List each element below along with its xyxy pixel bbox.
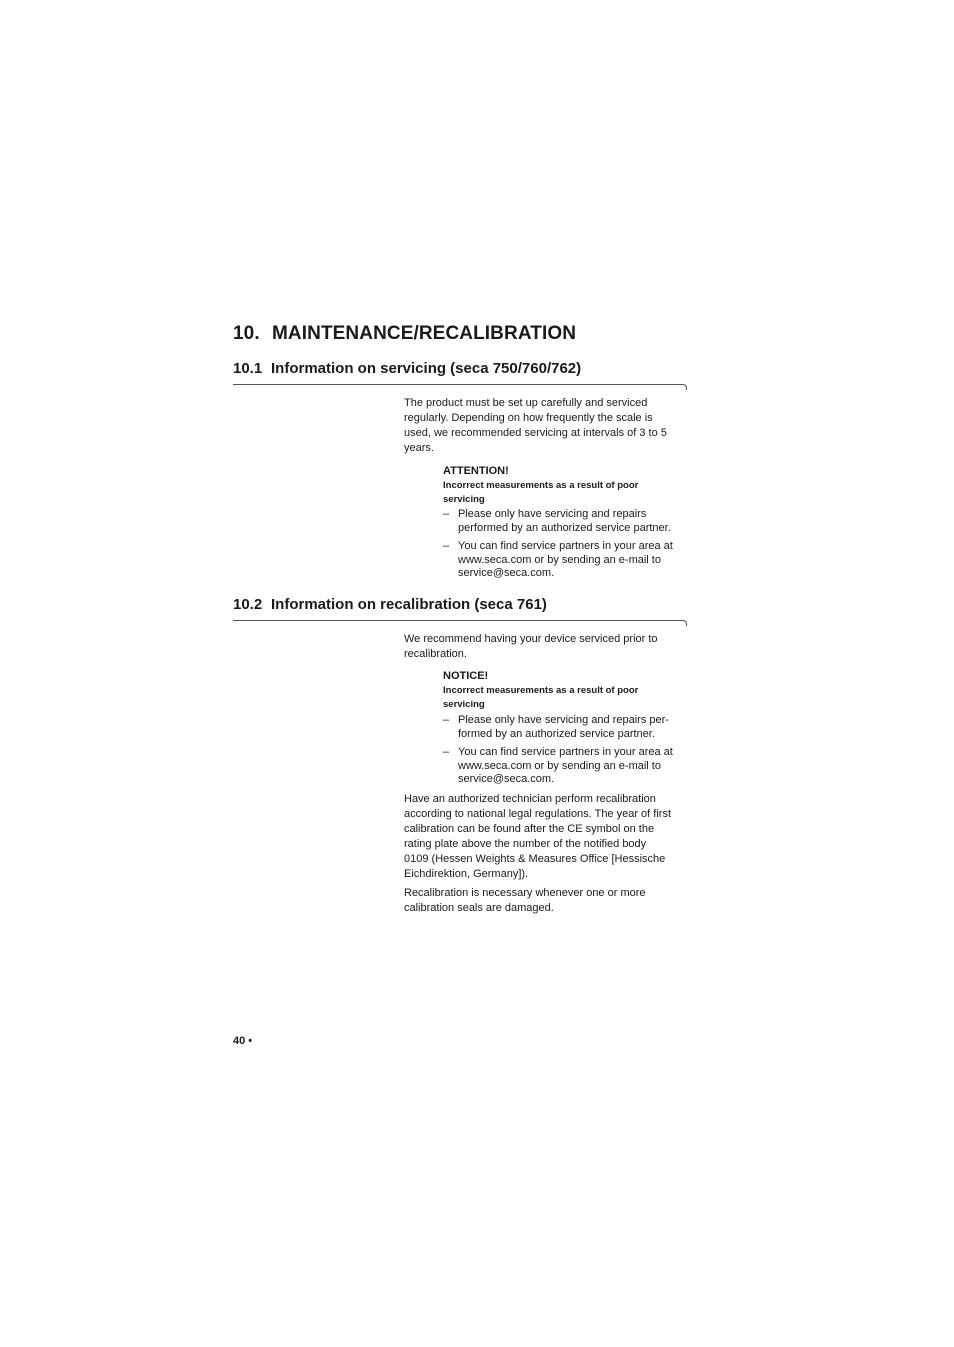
section-title-text: Information on servicing (seca 750/760/762) (271, 360, 582, 377)
recalibration-body-paragraph: Have an authorized technician perform recalibration according to national legal regulations. The year of first calibration can be found after the CE symbol on the rating plate above the number of the notified body 0109 (Hessen Weights & Measures Office [Hessische Eichdirektion, Germany]). (404, 793, 672, 880)
dash-bullet: – (443, 508, 450, 520)
list-item-text: You can find service partners in your area at www.seca.com or by sending an e-mail to service@seca.com. (458, 746, 673, 785)
section-number: 10.2 (233, 596, 263, 613)
servicing-intro-paragraph: The product must be set up carefully and serviced regularly. Depending on how frequently the scale is used, we recommended servicing at intervals of 3 to 5 years. (404, 397, 667, 454)
section-title-text: Information on recalibration (seca 761) (271, 596, 547, 613)
attention-subtitle: Incorrect measurements as a result of poor servicing (443, 480, 639, 505)
recalibration-intro-paragraph: We recommend having your device serviced prior to recalibration. (404, 633, 658, 660)
dash-bullet: – (443, 746, 450, 758)
dash-bullet: – (443, 540, 450, 552)
page-number: 40 • (233, 1035, 253, 1047)
list-item-text: Please only have servicing and repairs performed by an authorized service partner. (458, 508, 671, 534)
list-item-text: You can find service partners in your area at www.seca.com or by sending an e-mail to service@seca.com. (458, 540, 673, 579)
notice-subtitle: Incorrect measurements as a result of poor servicing (443, 685, 639, 710)
list-item (443, 714, 693, 741)
section-divider (233, 384, 683, 385)
chapter-title (233, 323, 576, 345)
recalibration-seals-paragraph: Recalibration is necessary whenever one or more calibration seals are damaged. (404, 887, 646, 914)
list-item (443, 540, 693, 581)
section-divider (233, 620, 683, 621)
chapter-number: 10. (233, 323, 260, 344)
chapter-title-text: MAINTENANCE/RECALIBRATION (272, 323, 577, 344)
list-item-text: Please only have servicing and repairs per- formed by an authorized service partner. (458, 714, 669, 740)
list-item (443, 746, 693, 787)
notice-label: NOTICE! (443, 670, 489, 682)
dash-bullet: – (443, 714, 450, 726)
section-title-servicing (233, 360, 581, 377)
section-number: 10.1 (233, 360, 263, 377)
list-item (443, 508, 693, 535)
section-title-recalibration (233, 596, 547, 613)
attention-label: ATTENTION! (443, 465, 509, 477)
